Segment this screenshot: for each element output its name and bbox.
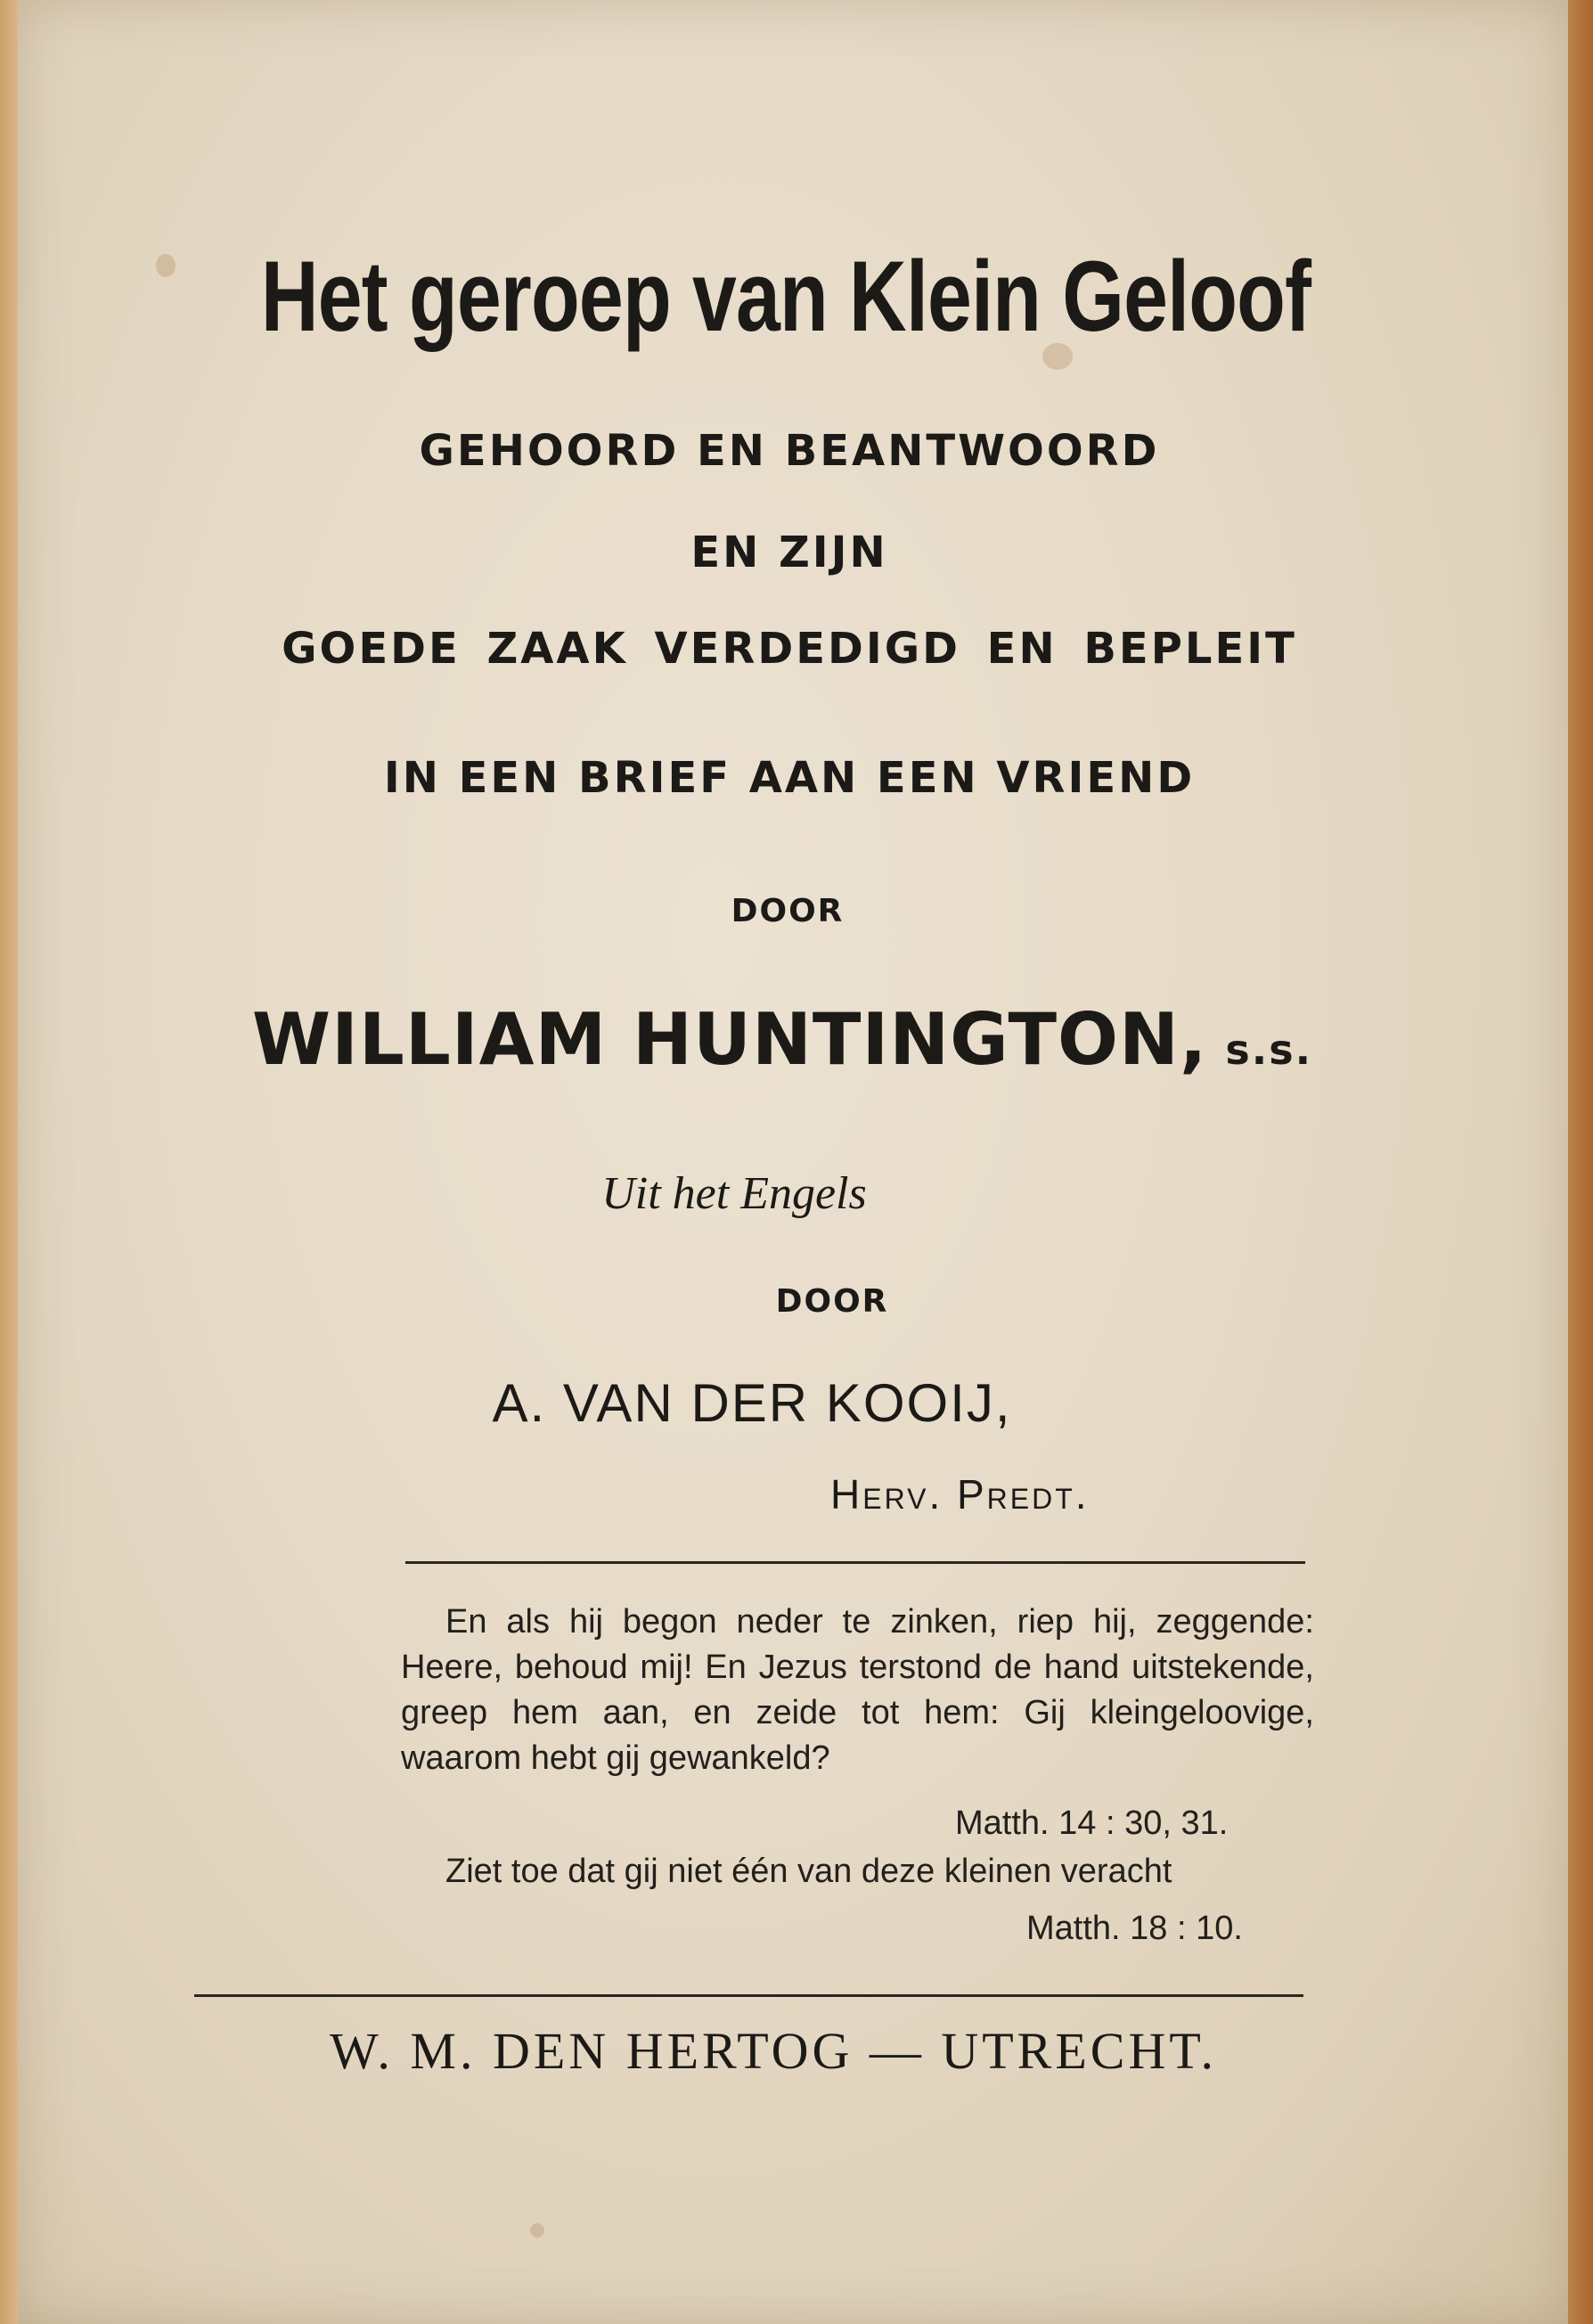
subtitle-line-2: EN ZIJN	[690, 528, 888, 577]
epigraph-quote-2	[401, 1849, 1314, 1894]
epigraph-top-rule	[405, 1561, 1305, 1564]
subtitle-line-3: GOEDE ZAAK VERDEDIGD EN BEPLEIT	[282, 624, 1297, 674]
author-name-text: WILLIAM HUNTINGTON,	[251, 998, 1208, 1081]
epigraph-reference-1: Matth. 14 : 30, 31.	[955, 1804, 1229, 1842]
translator-role: Herv. Predt.	[830, 1471, 1090, 1518]
subtitle-line-4: IN EEN BRIEF AAN EEN VRIEND	[383, 753, 1196, 803]
foxing-spot	[530, 2223, 544, 2238]
epigraph-quote-1	[401, 1600, 1314, 1781]
translation-note: Uit het Engels	[601, 1168, 867, 1219]
publisher-rule	[194, 1994, 1303, 1997]
author-suffix: s.s.	[1225, 1026, 1313, 1074]
by-label: DOOR	[731, 893, 845, 929]
book-title: Het geroep van Klein Geloof	[260, 241, 1311, 352]
subtitle-line-1: GEHOORD EN BEANTWOORD	[419, 426, 1160, 476]
translator-name: A. VAN DER KOOIJ,	[492, 1373, 1012, 1433]
by-label-translator: DOOR	[775, 1283, 889, 1320]
epigraph-quote-text: En als hij begon neder te zinken, riep hij, zeggende: Heere, behoud mij! En Jezus terstond de hand uitstekende, greep hem aan, en zeide tot hem: Gij kleingeloovige, waarom hebt gij gewankeld?	[401, 1603, 1314, 1777]
publisher-imprint: W. M. DEN HERTOG — UTRECHT.	[330, 2022, 1217, 2080]
author-name	[0, 998, 1579, 1081]
epigraph-reference-2: Matth. 18 : 10.	[1026, 1910, 1243, 1947]
epigraph-quote-text: Ziet toe dat gij niet één van deze kleinen veracht	[445, 1853, 1172, 1890]
